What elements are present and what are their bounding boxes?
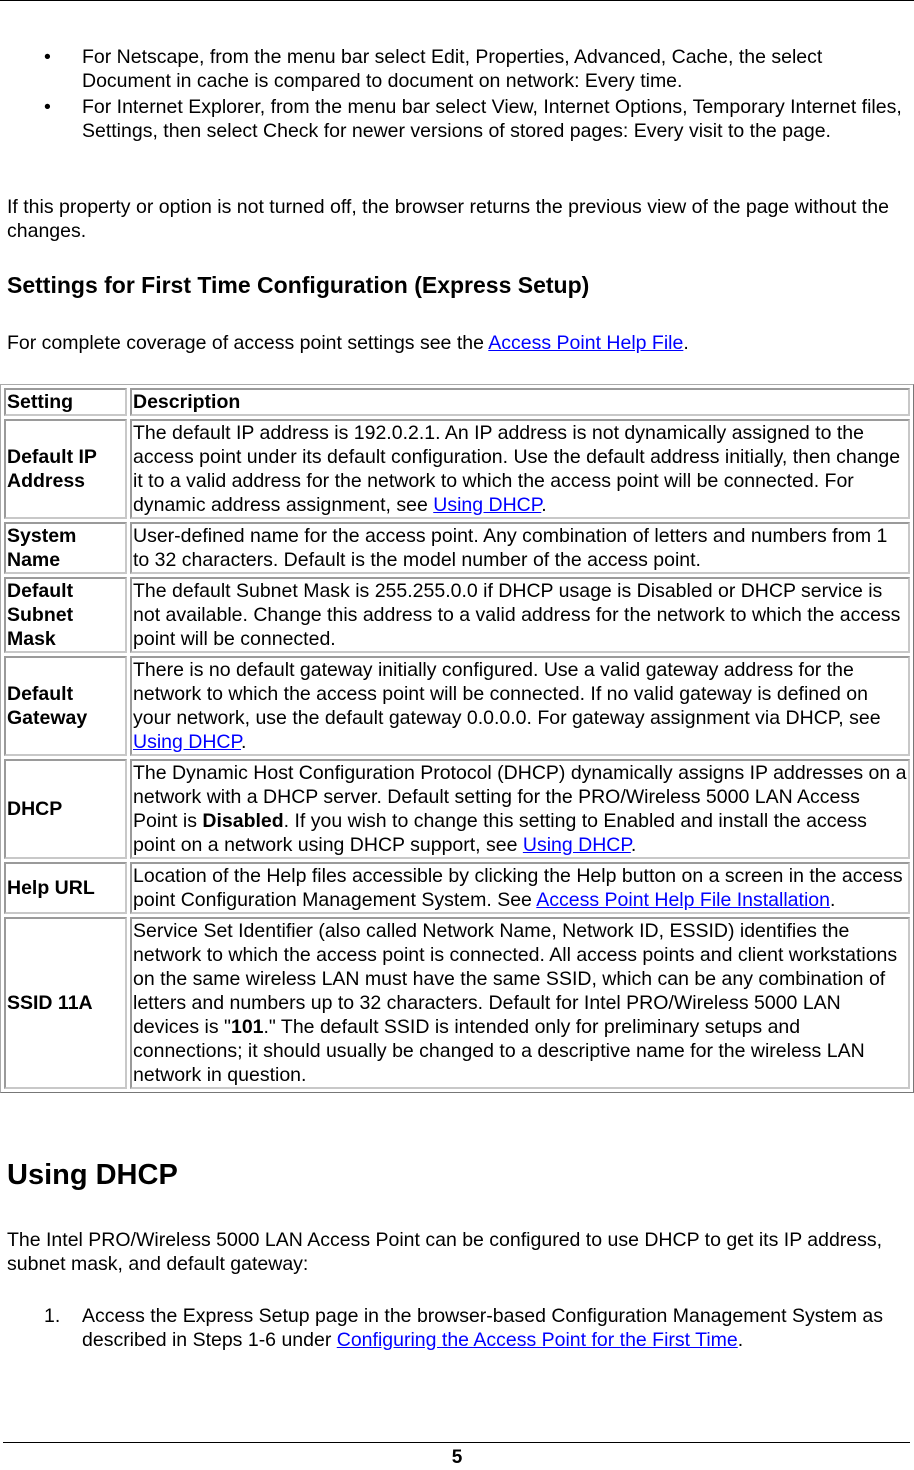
using-dhcp-heading: Using DHCP [7, 1159, 178, 1191]
text: For Internet Explorer, from the menu bar select View, Internet Options, Temporary Internet files, Settings, then select Check for newer versions of stored pages: Every visit to the page. [82, 96, 902, 142]
hyperlink[interactable]: Access Point Help File [488, 332, 684, 354]
setting-name: Default IP Address [4, 419, 127, 519]
table-row [4, 522, 910, 574]
step-number: 1. [44, 1305, 61, 1327]
table-header-row [4, 388, 910, 416]
text: For complete coverage of access point settings see the [7, 332, 489, 354]
hyperlink[interactable]: Using DHCP [522, 834, 631, 856]
text: The Dynamic Host Configuration Protocol (DHCP) dynamically assigns IP addresses on a network with a DHCP server. Default setting for the PRO/Wireless 5000 LAN Access Point is [133, 762, 907, 832]
table-row [4, 917, 910, 1089]
table-row [4, 862, 910, 914]
footer-rule [3, 1442, 910, 1443]
text: . [541, 494, 547, 516]
text: . [241, 731, 247, 753]
text: . [630, 834, 637, 856]
setting-description [130, 759, 910, 859]
text: ." The default SSID is intended only for preliminary setups and connections; it should usually be changed to a descriptive name for the wireless LAN network in question. [133, 1016, 865, 1086]
setting-description [130, 419, 910, 519]
steps-list [0, 1304, 914, 1352]
text: . [737, 1329, 744, 1351]
cache-note [7, 195, 907, 243]
text: The Intel PRO/Wireless 5000 LAN Access Point can be configured to use DHCP to get its IP address, subnet mask, and default gateway: [7, 1229, 883, 1275]
text: Service Set Identifier (also called Network Name, Network ID, ESSID) identifies the network to which the access point is connected. All access points and client workstations on the same wireless LAN must have the same SSID, which can be any combination of letters and numbers up to 32 characters. Default for Intel PRO/Wireless 5000 LAN devices is " [133, 920, 898, 1038]
browser-cache-instructions [0, 45, 914, 145]
setting-name: DHCP [4, 759, 127, 859]
table-row [4, 656, 910, 756]
text: The default Subnet Mask is 255.255.0.0 if DHCP usage is Disabled or DHCP service is not available. Change this address to a valid address for the network to which the access point will be connected. [133, 580, 901, 650]
setting-name: Help URL [4, 862, 127, 914]
setting-description [130, 577, 910, 653]
page-number: 5 [451, 1447, 463, 1468]
setting-name: Default Gateway [4, 656, 127, 756]
text: For Netscape, from the menu bar select Edit, Properties, Advanced, Cache, the select Document in cache is compared to document on network: Every time. [82, 46, 823, 92]
step-text [82, 1304, 914, 1352]
setting-name: System Name [4, 522, 127, 574]
text: . [683, 332, 689, 354]
text: . If you wish to change this setting to Enabled and install the access point on a network using DHCP support, see [133, 810, 867, 856]
bold-text: Disabled [202, 810, 284, 832]
top-rule [0, 0, 914, 1]
hyperlink[interactable]: Using DHCP [433, 494, 542, 516]
column-header-description: Description [130, 388, 910, 416]
column-header-setting: Setting [4, 388, 127, 416]
setting-description [130, 862, 910, 914]
setting-description [130, 522, 910, 574]
table-row [4, 419, 910, 519]
text: Location of the Help files accessible by clicking the Help button on a screen in the access point Configuration Management System. See [133, 865, 903, 911]
list-item [0, 45, 914, 93]
table-row [4, 577, 910, 653]
text: . [829, 889, 836, 911]
setting-description [130, 917, 910, 1089]
text: If this property or option is not turned off, the browser returns the previous view of the page without the changes. [7, 196, 889, 242]
dhcp-intro [7, 1228, 907, 1276]
setting-name: SSID 11A [4, 917, 127, 1089]
list-item [0, 95, 914, 143]
setting-description [130, 656, 910, 756]
hyperlink[interactable]: Access Point Help File Installation [536, 889, 830, 911]
hyperlink[interactable]: Using DHCP [133, 731, 242, 753]
bullet-icon: • [44, 46, 51, 68]
text: The default IP address is 192.0.2.1. An IP address is not dynamically assigned to the access point under its default configuration. Use the default address initially, then change it to a valid address for the network to which the access point will be connected. For dynamic address assignment, see [133, 422, 901, 516]
settings-table [0, 384, 914, 1093]
help-file-note [7, 331, 907, 355]
section-heading: Settings for First Time Configuration (Express Setup) [7, 272, 590, 298]
text: There is no default gateway initially configured. Use a valid gateway address for the network to which the access point will be connected. If no valid gateway is defined on your network, use the default gateway 0.0.0.0. For gateway assignment via DHCP, see [133, 659, 881, 729]
hyperlink[interactable]: Configuring the Access Point for the First Time [336, 1329, 738, 1351]
table-row [4, 759, 910, 859]
bold-text: 101 [230, 1016, 264, 1038]
text: Access the Express Setup page in the browser-based Configuration Management System as described in Steps 1-6 under [82, 1305, 884, 1351]
setting-name: Default Subnet Mask [4, 577, 127, 653]
bullet-icon: • [44, 96, 51, 118]
text: User-defined name for the access point. Any combination of letters and numbers from 1 to 32 characters. Default is the model number of the access point. [133, 525, 888, 571]
